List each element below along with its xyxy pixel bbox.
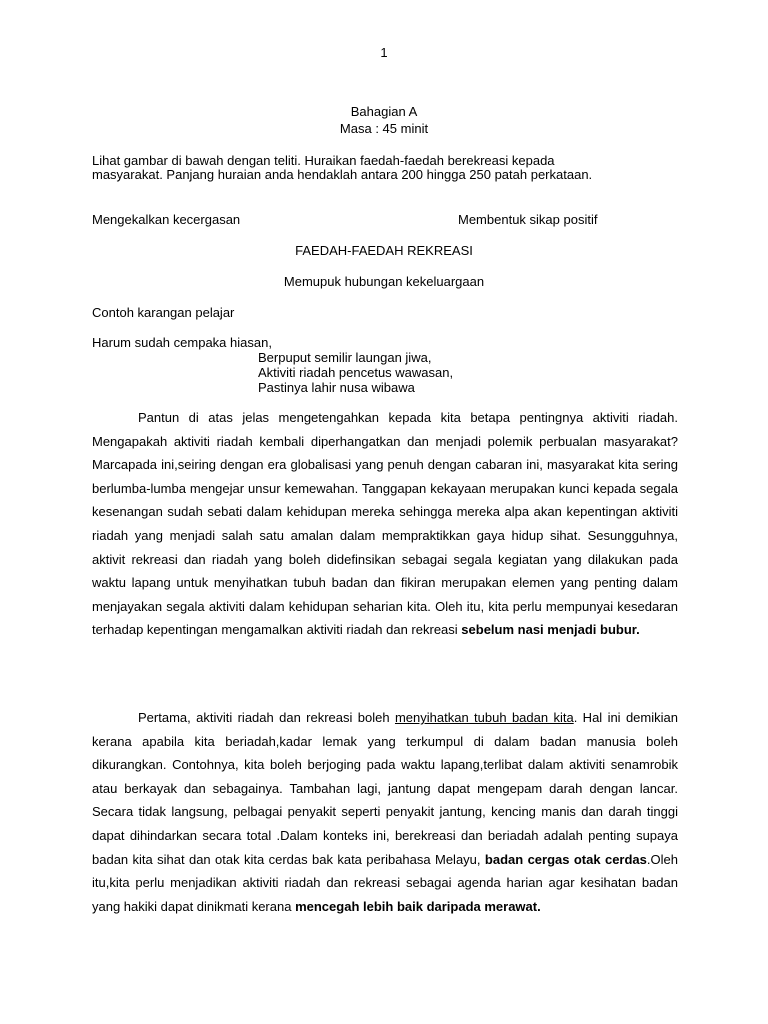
paragraph-2-start: Pertama, aktiviti riadah dan rekreasi boleh — [138, 710, 390, 725]
paragraph-2-bold-proverb: badan cergas otak cerdas — [484, 851, 647, 867]
instruction-line-2: masyarakat. Panjang huraian anda hendaklah antara 200 hingga 250 patah perkataan. — [92, 167, 593, 182]
sample-essay-heading: Contoh karangan pelajar — [92, 305, 235, 320]
essay-paragraph-1 — [92, 406, 678, 642]
instruction-line-1: Lihat gambar di bawah dengan teliti. Huraikan faedah-faedah berekreasi kepada — [92, 153, 555, 168]
page-number: 1 — [380, 45, 388, 60]
pantun-line-1: Harum sudah cempaka hiasan, — [92, 335, 272, 350]
pantun-line-4: Pastinya lahir nusa wibawa — [258, 380, 415, 395]
section-heading: Bahagian A — [350, 104, 418, 119]
pantun-line-2: Berpuput semilir laungan jiwa, — [258, 350, 432, 365]
diagram-label-left: Mengekalkan kecergasan — [92, 212, 241, 227]
paragraph-2-after-proverb: .Oleh itu,kita perlu menjadikan aktiviti riadah dan rekreasi sebagai agenda harian agar kesihatan badan yang hakiki dapat dinikmati kerana — [92, 851, 678, 914]
paragraph-1-bold-proverb: sebelum nasi menjadi bubur. — [461, 622, 640, 638]
paragraph-1-text: Pantun di atas jelas mengetengahkan kepada kita betapa pentingnya aktiviti riadah. Mengapakah aktiviti riadah kembali diperhangatkan dan menjadi polemik perbualan masyarakat? Marcapada ini,seiring dengan era globalisasi yang penuh dengan cabaran ini, masyarakat kita sering berlumba-lumba mengejar unsur kemewahan. Tanggapan kekayaan merupakan kunci kepada segala kesenangan sudah sebati dalam kehidupan mereka sehingga mereka alpa akan kepentingan aktiviti riadah yang menjadi salah satu amalan dalam mempraktikkan gaya hidup sihat. Sesungguhnya, aktivit rekreasi dan riadah yang boleh didefinsikan sebagai segala kegiatan yang dilakukan pada waktu lapang untuk menyihatkan tubuh badan dan fikiran merupakan elemen yang penting dalam menjayakan segala aktiviti dalam kehidupan seharian kita. Oleh itu, kita perlu mempunyai kesedaran terhadap kepentingan mengamalkan aktiviti riadah dan rekreasi — [92, 410, 678, 638]
diagram-center-title: FAEDAH-FAEDAH REKREASI — [295, 243, 473, 258]
essay-paragraph-2 — [92, 706, 678, 918]
diagram-label-right: Membentuk sikap positif — [458, 212, 598, 227]
paragraph-2-middle: . Hal ini demikian kerana apabila kita beriadah,kadar lemak yang terkumpul di dalam badan manusia boleh dikurangkan. Contohnya, kita boleh berjoging pada waktu lapang,terlibat dalam aktiviti senamrobik atau berkayak dan sebagainya. Tambahan lagi, jantung dapat mengepam darah dengan lancar. Secara tidak langsung, pelbagai penyakit seperti penyakit jantung, kencing manis dan darah tinggi dapat dihindarkan secara total .Dalam konteks ini, berekreasi dan beriadah adalah penting supaya badan kita sihat dan otak kita cerdas bak kata peribahasa Melayu, — [92, 710, 678, 867]
paragraph-2-bold-end: mencegah lebih baik daripada merawat. — [295, 898, 541, 914]
diagram-label-bottom: Memupuk hubungan kekeluargaan — [283, 274, 485, 289]
paragraph-2-underlined-phrase: menyihatkan tubuh badan kita — [394, 710, 574, 725]
time-allowed: Masa : 45 minit — [339, 121, 429, 136]
pantun-line-3: Aktiviti riadah pencetus wawasan, — [258, 365, 454, 380]
